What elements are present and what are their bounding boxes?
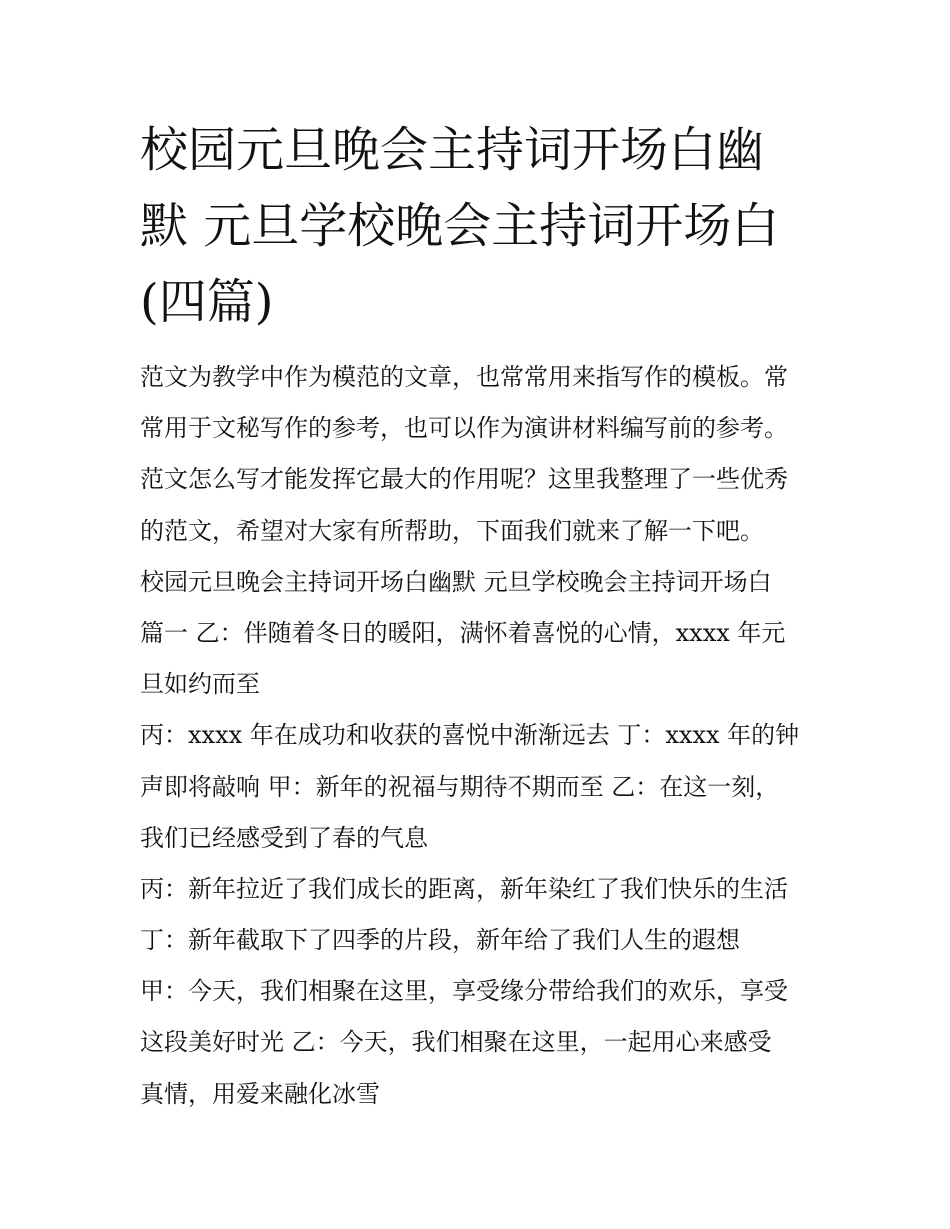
- title-line-2: 默 元旦学校晚会主持词开场白: [140, 198, 780, 254]
- body-line-14: 这段美好时光 乙：今天，我们相聚在这里，一起用心来感受: [140, 1028, 772, 1057]
- body-line-11: 丙：新年拉近了我们成长的距离，新年染红了我们快乐的生活: [140, 874, 788, 903]
- body-line-9: 声即将敲响 甲：新年的祝福与期待不期而至 乙：在这一刻，: [140, 772, 780, 801]
- body-line-8: 丙：xxxx 年在成功和收获的喜悦中渐渐远去 丁：xxxx 年的钟: [140, 721, 800, 750]
- title-line-1: 校园元旦晚会主持词开场白幽: [140, 122, 765, 178]
- document-body: [140, 352, 830, 1120]
- body-line-3: 范文怎么写才能发挥它最大的作用呢？这里我整理了一些优秀: [140, 465, 788, 494]
- title-line-3: (四篇): [140, 274, 274, 330]
- body-line-1: 范文为教学中作为模范的文章，也常常用来指写作的模板。常: [140, 363, 788, 391]
- body-line-5: 校园元旦晚会主持词开场白幽默 元旦学校晚会主持词开场白: [140, 567, 772, 596]
- body-line-13: 甲：今天，我们相聚在这里，享受缘分带给我们的欢乐，享受: [140, 977, 788, 1006]
- body-line-12: 丁：新年截取下了四季的片段，新年给了我们人生的遐想: [140, 926, 740, 955]
- document-title: [140, 112, 830, 340]
- body-line-4: 的范文，希望对大家有所帮助，下面我们就来了解一下吧。: [140, 516, 764, 545]
- body-line-2: 常用于文秘写作的参考，也可以作为演讲材料编写前的参考。: [140, 414, 788, 443]
- body-line-15: 真情，用爱来融化冰雪: [140, 1079, 380, 1108]
- body-line-10: 我们已经感受到了春的气息: [140, 823, 428, 852]
- body-line-7: 旦如约而至: [140, 670, 260, 699]
- body-line-6: 篇一 乙：伴随着冬日的暖阳，满怀着喜悦的心情，xxxx 年元: [140, 618, 786, 647]
